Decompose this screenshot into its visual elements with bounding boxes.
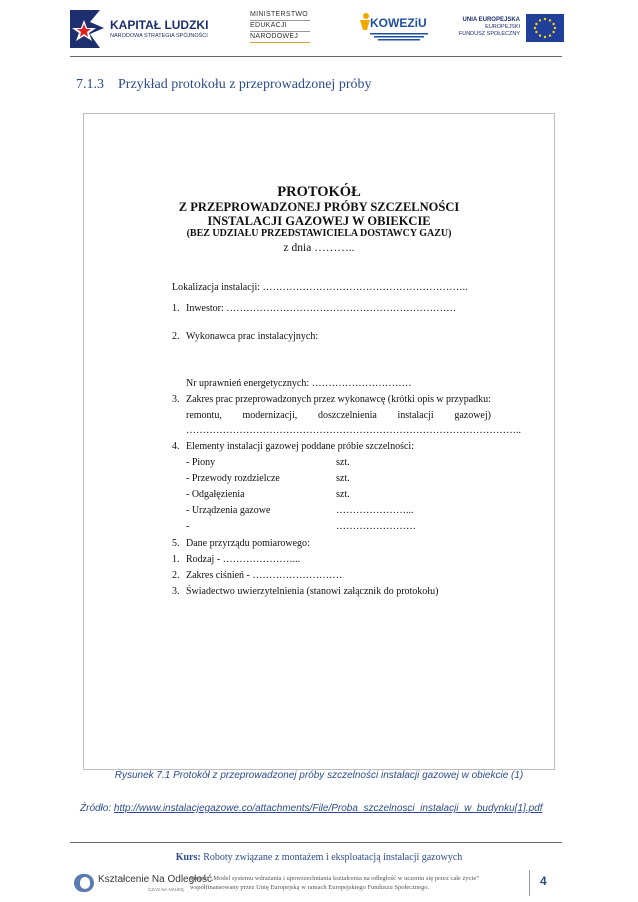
- device-line: Świadectwo uwierzytelnienia (stanowi załącznik do protokołu): [186, 586, 439, 597]
- element-value: szt.: [336, 457, 350, 468]
- item-number: 3.: [172, 394, 180, 405]
- elements-heading: Elementy instalacji gazowej poddane próbie szczelności:: [186, 441, 414, 452]
- element-name: -: [186, 521, 190, 532]
- kno-mark-inner: [80, 877, 90, 889]
- eu-line2: EUROPEJSKI: [485, 24, 520, 30]
- scope-word: Zakres: [186, 394, 214, 405]
- kno-logo: [74, 872, 212, 894]
- course-line: [0, 852, 638, 863]
- protocol-subtitle-1: Z PRZEPROWADZONEJ PRÓBY SZCZELNOŚCI: [178, 200, 460, 214]
- kapital-ludzki-subtitle: NARODOWA STRATEGIA SPÓJNOŚCI: [110, 33, 208, 39]
- device-line: Rodzaj - …………………...: [186, 554, 301, 565]
- scope-word: przypadku:: [445, 394, 491, 405]
- scope-word: prac: [215, 394, 233, 405]
- protocol-date: z dnia ………..: [283, 242, 355, 254]
- element-value: ……………………: [336, 521, 416, 532]
- ministry-line3: NARODOWEJ: [250, 33, 299, 40]
- element-value: szt.: [336, 489, 350, 500]
- scope-word: opis: [417, 394, 434, 405]
- section-heading: [76, 77, 371, 93]
- item-number: 5.: [172, 538, 180, 549]
- ministry-line2: EDUKACJI: [250, 22, 288, 29]
- element-value: …………………...: [336, 505, 414, 516]
- koweziu-title: KOWEZiU: [370, 16, 427, 30]
- project-line-1: Projekt „Model systemu wdrażania i upowszechniania kształcenia na odległość w uczeniu się przez całe życie”: [190, 875, 480, 882]
- device-number: 2.: [172, 570, 180, 581]
- page-number: 4: [540, 874, 547, 888]
- scope-word: (krótki: [387, 394, 415, 405]
- footer-divider: [70, 842, 562, 843]
- source-link[interactable]: http://www.instalacjegazowe.co/attachments/File/Proba_szczelnosci_instalacji_w_budynku[1].pdf: [113, 803, 543, 814]
- scope-word: wykonawcę: [337, 394, 386, 405]
- element-name: - Urządzenia gazowe: [186, 505, 271, 516]
- project-info: [190, 874, 479, 892]
- scope-word: remontu,: [186, 410, 222, 421]
- project-line-2: współfinansowany przez Unię Europejską w ramach Europejskiego Funduszu Społecznego.: [190, 884, 430, 891]
- scope-word: gazowej): [454, 410, 491, 421]
- protocol-title: PROTOKÓŁ: [277, 184, 361, 200]
- contractor-line: Wykonawca prac instalacyjnych:: [186, 331, 319, 342]
- scope-line-3: ………………………………………………………………………………………..: [186, 425, 521, 436]
- scope-word: w: [436, 394, 444, 405]
- scope-word: instalacji: [397, 410, 434, 421]
- koweziu-subtext: [370, 32, 428, 42]
- koweziu-subtext-lines-icon: [370, 32, 428, 42]
- item-number: 2.: [172, 331, 180, 342]
- header-divider: [70, 56, 562, 57]
- item-number: 1.: [172, 303, 180, 314]
- kno-tagline: CZAS NA NAUKĘ: [148, 887, 185, 892]
- license-line: Nr uprawnień energetycznych: …………………………: [186, 378, 412, 389]
- device-number: 1.: [172, 554, 180, 565]
- footer-separator: [529, 870, 530, 896]
- kapital-ludzki-logo: [70, 10, 210, 50]
- scope-line-1: [186, 394, 491, 405]
- device-line: Zakres ciśnień - ………………………: [186, 570, 343, 581]
- scope-word: przez: [313, 394, 336, 405]
- koweziu-logo: [358, 12, 432, 48]
- source-label: Źródło:: [80, 803, 114, 814]
- ministry-divider: [250, 42, 310, 43]
- kapital-ludzki-title: KAPITAŁ LUDZKI: [110, 18, 209, 32]
- scope-word: modernizacji,: [242, 410, 298, 421]
- element-name: - Przewody rozdzielcze: [186, 473, 280, 484]
- eu-line3: FUNDUSZ SPOŁECZNY: [458, 31, 520, 37]
- course-title: Roboty związane z montażem i eksploatacją instalacji gazowych: [200, 852, 463, 863]
- ministry-logo: [250, 11, 320, 49]
- eu-logo: [460, 14, 564, 44]
- ministry-divider: [250, 20, 310, 21]
- course-label: Kurs:: [175, 852, 201, 863]
- scope-word: doszczelnienia: [317, 410, 377, 421]
- scope-line-2: [186, 410, 491, 421]
- protocol-figure: [83, 113, 555, 770]
- scope-word: przeprowadzonych: [235, 394, 312, 405]
- kno-name: Kształcenie Na Odległość: [98, 874, 212, 885]
- element-name: - Odgałęzienia: [186, 489, 245, 500]
- element-name: - Piony: [186, 457, 216, 468]
- device-number: 3.: [172, 586, 180, 597]
- item-number: 4.: [172, 441, 180, 452]
- protocol-subtitle-3: (BEZ UDZIAŁU PRZEDSTAWICIELA DOSTAWCY GAZU): [186, 228, 452, 239]
- eu-line1: UNIA EUROPEJSKA: [462, 17, 520, 23]
- protocol-subtitle-2: INSTALACJI GAZOWEJ W OBIEKCIE: [207, 214, 431, 228]
- figure-source: [80, 803, 542, 814]
- ministry-divider: [250, 31, 310, 32]
- device-heading: Dane przyrządu pomiarowego:: [186, 538, 310, 549]
- eu-text: [459, 17, 520, 38]
- element-value: szt.: [336, 473, 350, 484]
- eu-flag-icon: [526, 14, 564, 42]
- ministry-line1: MINISTERSTWO: [250, 11, 309, 18]
- kapital-ludzki-star-icon: [70, 10, 106, 48]
- figure-caption: Rysunek 7.1 Protokół z przeprowadzonej próby szczelności instalacji gazowej w obiekcie (1): [114, 770, 524, 781]
- section-title: Przykład protokołu z przeprowadzonej próby: [118, 77, 372, 92]
- location-line: Lokalizacja instalacji: ……………………………………………………..: [172, 282, 468, 293]
- section-number: 7.1.3: [76, 77, 104, 92]
- investor-line: Inwestor: ……………………………………………………………: [186, 303, 457, 314]
